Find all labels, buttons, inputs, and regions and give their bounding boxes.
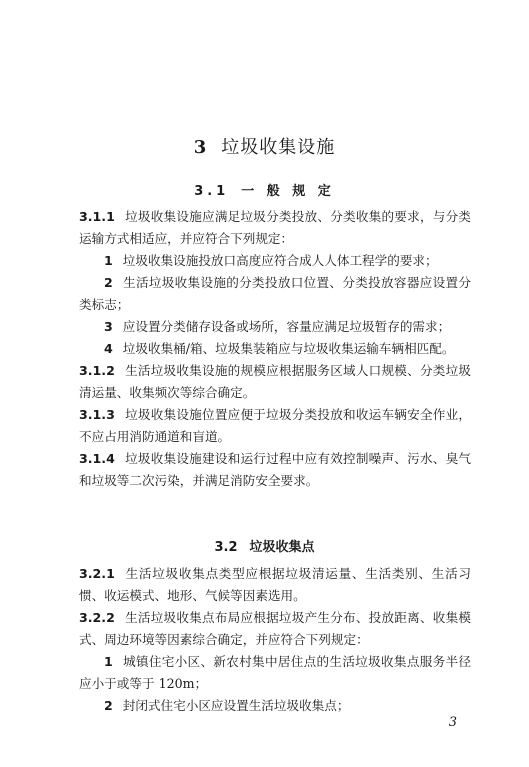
- page-number: 3: [448, 715, 457, 730]
- item-number: 2: [104, 698, 113, 713]
- list-item: [79, 651, 471, 695]
- clause-text: 垃圾收集设施应满足垃圾分类投放、分类收集的要求，与分类运输方式相适应，并应符合下列规定：: [79, 209, 471, 246]
- item-text: 城镇住宅小区、新农村集中居住点的生活垃圾收集点服务半径应小于或等于 120m；: [79, 654, 471, 691]
- clause-paragraph: [79, 563, 471, 607]
- item-number: 3: [104, 319, 113, 334]
- chapter-title: [0, 133, 529, 159]
- clause-paragraph: [79, 607, 471, 651]
- clause-number: 3.1.3: [79, 407, 115, 422]
- section-title-text: 一 般 规 定: [241, 184, 335, 199]
- item-text: 生活垃圾收集设施的分类投放口位置、分类投放容器应设置分类标志；: [79, 275, 471, 312]
- section-title-text: 垃圾收集点: [249, 540, 315, 555]
- section-number: 3.1: [194, 184, 230, 199]
- chapter-number: 3: [193, 137, 208, 158]
- item-text: 封闭式住宅小区应设置生活垃圾收集点；: [122, 698, 350, 713]
- list-item: [79, 272, 471, 316]
- clause-paragraph: [79, 404, 471, 448]
- clause-number: 3.2.2: [79, 610, 115, 625]
- section-heading-3-2: [0, 536, 529, 555]
- clause-text: 垃圾收集设施建设和运行过程中应有效控制噪声、污水、臭气和垃圾等二次污染，并满足消防安全要求。: [79, 451, 471, 488]
- section-heading-3-1: [0, 180, 529, 199]
- clause-number: 3.1.1: [79, 209, 115, 224]
- clause-paragraph: [79, 448, 471, 492]
- list-item: [79, 316, 471, 338]
- item-number: 1: [104, 253, 113, 268]
- section-3-1-body: [79, 206, 471, 492]
- section-number: 3.2: [214, 540, 238, 555]
- clause-number: 3.2.1: [79, 566, 115, 581]
- list-item: [79, 338, 471, 360]
- item-number: 2: [104, 275, 113, 290]
- list-item: [79, 695, 471, 717]
- item-text: 应设置分类储存设备或场所，容量应满足垃圾暂存的需求；: [122, 319, 451, 334]
- item-text: 垃圾收集桶/箱、垃圾集装箱应与垃圾收集运输车辆相匹配。: [122, 341, 455, 356]
- section-3-2-body: [79, 563, 471, 717]
- clause-number: 3.1.2: [79, 363, 115, 378]
- list-item: [79, 250, 471, 272]
- clause-text: 生活垃圾收集点布局应根据垃圾产生分布、投放距离、收集模式、周边环境等因素综合确定，并应符合下列规定：: [79, 610, 471, 647]
- clause-number: 3.1.4: [79, 451, 115, 466]
- item-number: 4: [104, 341, 113, 356]
- chapter-title-text: 垃圾收集设施: [221, 137, 336, 158]
- clause-text: 垃圾收集设施位置应便于垃圾分类投放和收运车辆安全作业，不应占用消防通道和盲道。: [79, 407, 471, 444]
- clause-text: 生活垃圾收集点类型应根据垃圾清运量、生活类别、生活习惯、收运模式、地形、气候等因素选用。: [79, 566, 471, 603]
- item-text: 垃圾收集设施投放口高度应符合成人人体工程学的要求；: [122, 253, 438, 268]
- clause-paragraph: [79, 206, 471, 250]
- clause-paragraph: [79, 360, 471, 404]
- item-number: 1: [104, 654, 113, 669]
- clause-text: 生活垃圾收集设施的规模应根据服务区域人口规模、分类垃圾清运量、收集频次等综合确定。: [79, 363, 471, 400]
